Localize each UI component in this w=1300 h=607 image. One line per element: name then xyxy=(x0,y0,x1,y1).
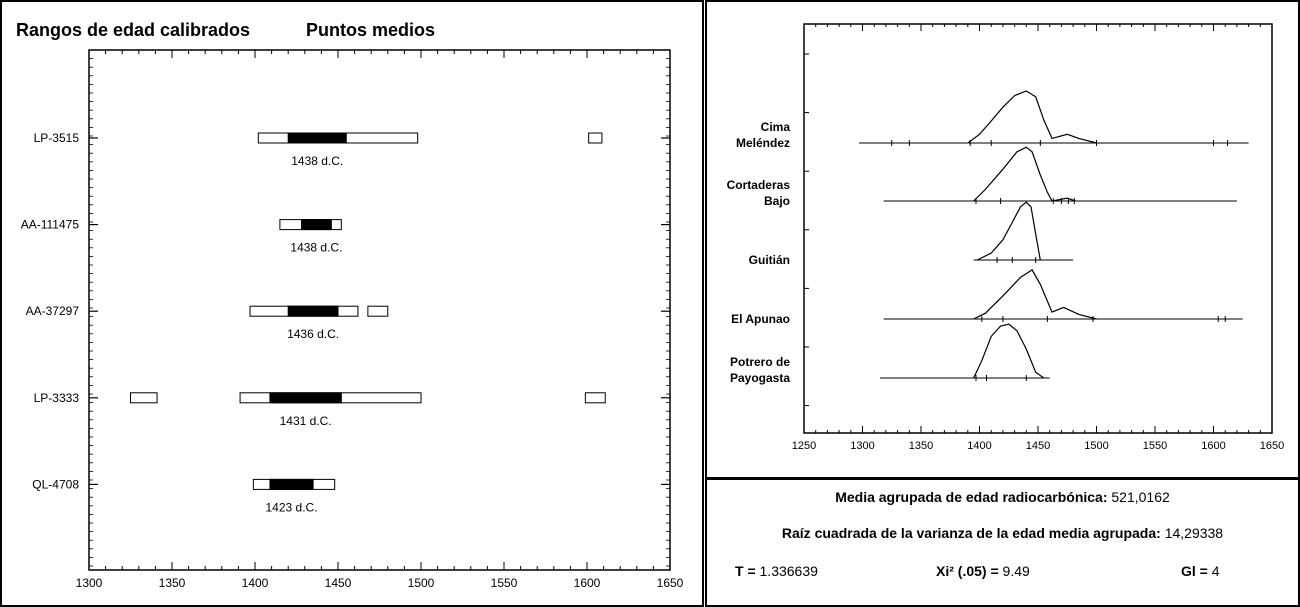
x-tick-label: 1300 xyxy=(75,576,103,590)
range-2sigma-bar xyxy=(131,393,158,403)
variance-line xyxy=(707,525,1298,541)
series-label: Potrero de xyxy=(729,355,790,369)
x-tick-label: 1300 xyxy=(850,440,875,452)
range-1sigma-bar xyxy=(288,306,338,316)
t-value: 1.336639 xyxy=(759,563,818,579)
range-1sigma-bar xyxy=(270,479,313,489)
variance-label: Raíz cuadrada de la varianza de la edad media agrupada: xyxy=(781,525,1161,541)
x-tick-label: 1350 xyxy=(908,440,934,452)
range-1sigma-bar xyxy=(288,133,346,143)
t-label: T = xyxy=(735,563,756,579)
series-label: Cima xyxy=(760,120,790,134)
midpoint-label: 1438 d.C. xyxy=(290,240,343,255)
probability-curve xyxy=(968,91,1097,143)
sample-label: AA-111475 xyxy=(20,217,79,232)
sample-label: QL-4708 xyxy=(32,477,79,492)
plot-frame xyxy=(804,24,1272,433)
x-tick-label: 1650 xyxy=(656,576,684,590)
midpoint-label: 1423 d.C. xyxy=(265,500,318,515)
ranges-header: Rangos de edad calibrados xyxy=(16,20,251,40)
chi-square-value: 9.49 xyxy=(1002,563,1030,579)
series-label: Meléndez xyxy=(735,136,790,150)
series-label: El Apunao xyxy=(731,312,790,326)
probability-curves-chart xyxy=(707,2,1298,477)
midpoint-label: 1438 d.C. xyxy=(291,154,344,168)
x-tick-label: 1400 xyxy=(967,440,992,452)
x-tick-label: 1400 xyxy=(241,576,269,590)
range-1sigma-bar xyxy=(301,220,331,230)
range-2sigma-bar xyxy=(589,133,602,143)
x-tick-label: 1650 xyxy=(1259,440,1285,452)
range-2sigma-bar xyxy=(585,393,605,403)
sample-label: AA-37297 xyxy=(25,304,79,319)
x-tick-label: 1350 xyxy=(158,576,186,590)
series-label: Guitián xyxy=(748,253,790,267)
midpoints-header: Puntos medios xyxy=(306,20,436,40)
probability-curve xyxy=(977,202,1040,260)
probability-curve xyxy=(974,324,1044,378)
x-tick-label: 1450 xyxy=(1025,440,1051,452)
range-1sigma-bar xyxy=(270,393,341,403)
pooled-mean-label: Media agrupada de edad radiocarbónica: xyxy=(835,489,1108,505)
probability-curve xyxy=(974,270,1097,319)
chi-square-label: Xi² (.05) = xyxy=(936,563,999,579)
series-label: Payogasta xyxy=(729,371,790,385)
chi-square-stat xyxy=(936,563,1030,579)
sample-label: LP-3333 xyxy=(33,390,79,405)
pooled-mean-value: 521,0162 xyxy=(1111,489,1170,505)
x-tick-label: 1500 xyxy=(407,576,435,590)
degrees-freedom-stat xyxy=(1181,563,1220,579)
probability-curve xyxy=(974,147,1076,201)
x-tick-label: 1550 xyxy=(490,576,518,590)
calibrated-ranges-chart xyxy=(2,2,702,605)
stats-panel xyxy=(705,478,1300,607)
sample-label: LP-3515 xyxy=(33,131,79,145)
pooled-mean-line xyxy=(707,489,1298,505)
midpoint-label: 1431 d.C. xyxy=(279,413,332,428)
series-label: Bajo xyxy=(763,194,790,208)
range-2sigma-bar xyxy=(368,306,388,316)
x-tick-label: 1450 xyxy=(324,576,352,590)
series-label: Cortaderas xyxy=(726,178,790,192)
x-tick-label: 1500 xyxy=(1084,440,1109,452)
t-stat xyxy=(735,563,818,579)
degrees-freedom-label: Gl = xyxy=(1181,563,1208,579)
x-tick-label: 1250 xyxy=(791,440,817,452)
right-top-panel xyxy=(705,0,1300,479)
variance-value: 14,29338 xyxy=(1164,525,1224,541)
midpoint-label: 1436 d.C. xyxy=(287,327,340,342)
x-tick-label: 1600 xyxy=(573,576,601,590)
x-tick-label: 1600 xyxy=(1201,440,1226,452)
degrees-freedom-value: 4 xyxy=(1211,563,1220,579)
x-tick-label: 1550 xyxy=(1142,440,1168,452)
